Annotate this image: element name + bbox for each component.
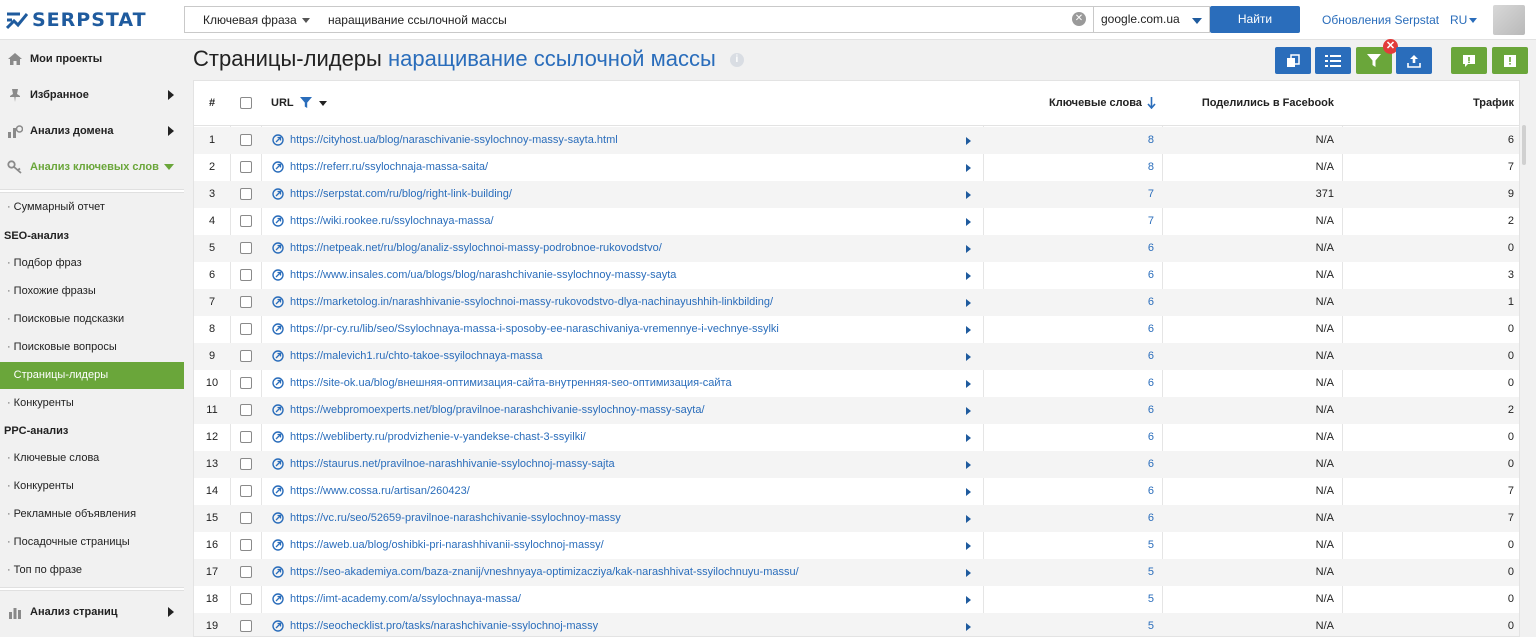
chevron-down-icon <box>1192 18 1202 24</box>
row-keywords-count[interactable]: 8 <box>1147 161 1154 173</box>
language-value: RU <box>1450 13 1468 27</box>
table-row <box>194 235 1520 262</box>
pin-icon <box>0 88 30 102</box>
header-url-label: URL <box>271 97 294 109</box>
row-number: 9 <box>208 350 216 362</box>
expand-row-icon[interactable] <box>966 353 971 361</box>
row-traffic: 9 <box>1507 188 1514 200</box>
sidebar-item-keyword-analysis[interactable] <box>0 149 184 185</box>
row-checkbox[interactable] <box>240 620 252 632</box>
row-traffic: 0 <box>1507 539 1514 551</box>
search-type-select[interactable] <box>184 6 319 33</box>
row-traffic: 3 <box>1507 269 1514 281</box>
chevron-down-icon[interactable] <box>319 101 327 106</box>
row-keywords-count[interactable]: 6 <box>1147 269 1154 281</box>
table-row <box>194 505 1520 532</box>
row-checkbox[interactable] <box>240 539 252 551</box>
sidebar-item-ppc-competitors[interactable]: · Конкуренты <box>7 480 74 492</box>
sidebar-divider <box>0 587 184 591</box>
row-facebook-shares: N/A <box>1315 323 1334 335</box>
logo-text: SERPSTAT <box>32 9 147 31</box>
row-number: 7 <box>208 296 216 308</box>
sidebar-item-label: Анализ страниц <box>30 606 118 618</box>
table-row <box>194 343 1520 370</box>
sidebar-item-label: Посадочные страницы <box>13 536 130 548</box>
sidebar-item-label: Рекламные объявления <box>13 508 137 520</box>
serpstat-logo[interactable] <box>6 8 147 32</box>
external-link-icon[interactable] <box>272 539 284 551</box>
header-traffic[interactable]: Трафик <box>1472 97 1514 109</box>
row-keywords-count[interactable]: 6 <box>1147 350 1154 362</box>
table-row <box>194 370 1520 397</box>
sidebar-item-page-analysis[interactable] <box>0 594 184 630</box>
expand-row-icon[interactable] <box>966 272 971 280</box>
row-keywords-count[interactable]: 7 <box>1147 188 1154 200</box>
row-url-link[interactable]: https://pr-cy.ru/lib/seo/Ssylochnaya-massa-i-sposoby-ee-naraschivaniya-vremennye-i-vechnye-ssylki <box>290 323 779 335</box>
row-facebook-shares: N/A <box>1315 350 1334 362</box>
page-title-keyword: наращивание ссылочной массы <box>387 46 716 71</box>
row-checkbox[interactable] <box>240 485 252 497</box>
sidebar-item-label: Подбор фраз <box>13 257 82 269</box>
table-row <box>194 208 1520 235</box>
external-link-icon[interactable] <box>272 593 284 605</box>
external-link-icon[interactable] <box>272 242 284 254</box>
sidebar-item-ads[interactable]: · Рекламные объявления <box>7 508 137 520</box>
sidebar-item-label: Анализ домена <box>30 125 114 137</box>
table-row <box>194 289 1520 316</box>
row-traffic: 7 <box>1507 485 1514 497</box>
sidebar-item-label: Конкуренты <box>13 480 74 492</box>
row-number: 16 <box>205 539 219 551</box>
row-facebook-shares: 371 <box>1315 188 1334 200</box>
row-checkbox[interactable] <box>240 242 252 254</box>
expand-row-icon[interactable] <box>966 326 971 334</box>
row-checkbox[interactable] <box>240 377 252 389</box>
expand-row-icon[interactable] <box>966 515 971 523</box>
external-link-icon[interactable] <box>272 377 284 389</box>
sidebar-item-domain-analysis[interactable] <box>0 113 184 149</box>
top-bar <box>0 0 1536 40</box>
sidebar-item-label: Страницы-лидеры <box>13 369 109 381</box>
row-url-link[interactable]: https://www.insales.com/ua/blogs/blog/narashchivanie-ssylochnoy-massy-sayta <box>290 269 677 281</box>
updates-link[interactable]: Обновления Serpstat <box>1322 13 1440 27</box>
chevron-down-icon <box>1469 18 1477 23</box>
row-keywords-count[interactable]: 7 <box>1147 215 1154 227</box>
row-keywords-count[interactable]: 6 <box>1147 296 1154 308</box>
bar-chart-icon <box>0 605 30 619</box>
sidebar-divider <box>0 189 184 193</box>
row-checkbox[interactable] <box>240 296 252 308</box>
row-number: 12 <box>205 431 219 443</box>
row-keywords-count[interactable]: 6 <box>1147 431 1154 443</box>
row-checkbox[interactable] <box>240 458 252 470</box>
table-row <box>194 586 1520 613</box>
sidebar-item-similar-phrases[interactable]: · Похожие фразы <box>7 285 96 297</box>
sidebar-item-label: Похожие фразы <box>13 285 96 297</box>
row-facebook-shares: N/A <box>1315 377 1334 389</box>
sidebar-item-label: Суммарный отчет <box>13 201 105 213</box>
external-link-icon[interactable] <box>272 485 284 497</box>
export-icon <box>1407 54 1421 68</box>
sidebar-item-label: Анализ ключевых слов <box>30 161 159 173</box>
chevron-right-icon <box>168 90 174 100</box>
sidebar-item-label: Поисковые подсказки <box>13 313 125 325</box>
find-button[interactable]: Найти <box>1210 6 1300 33</box>
row-keywords-count[interactable]: 6 <box>1147 485 1154 497</box>
sidebar-item-projects[interactable] <box>0 41 184 77</box>
external-link-icon[interactable] <box>272 458 284 470</box>
row-traffic: 1 <box>1507 296 1514 308</box>
row-checkbox[interactable] <box>240 512 252 524</box>
row-keywords-count[interactable]: 5 <box>1147 620 1154 632</box>
table-row <box>194 181 1520 208</box>
row-traffic: 2 <box>1507 404 1514 416</box>
table-row <box>194 478 1520 505</box>
expand-row-icon[interactable] <box>966 461 971 469</box>
table-row <box>194 316 1520 343</box>
row-traffic: 2 <box>1507 215 1514 227</box>
table-row <box>194 262 1520 289</box>
row-traffic: 0 <box>1507 377 1514 389</box>
feedback-button[interactable] <box>1451 47 1487 74</box>
external-link-icon[interactable] <box>272 215 284 227</box>
row-facebook-shares: N/A <box>1315 296 1334 308</box>
row-facebook-shares: N/A <box>1315 134 1334 146</box>
row-url-link[interactable]: https://aweb.ua/blog/oshibki-pri-narashhivanii-ssylochnoj-massy/ <box>290 539 604 551</box>
clear-filter-icon[interactable]: ✕ <box>1383 39 1398 54</box>
row-number: 6 <box>208 269 216 281</box>
row-checkbox[interactable] <box>240 269 252 281</box>
table-row <box>194 532 1520 559</box>
sidebar-item-label: Мои проекты <box>30 53 103 65</box>
page-title <box>193 46 744 72</box>
info-icon[interactable]: i <box>730 53 744 67</box>
row-checkbox[interactable] <box>240 323 252 335</box>
row-facebook-shares: N/A <box>1315 161 1334 173</box>
expand-row-icon[interactable] <box>966 488 971 496</box>
row-traffic: 0 <box>1507 242 1514 254</box>
row-facebook-shares: N/A <box>1315 242 1334 254</box>
seo-analysis-header: SEO-анализ <box>4 230 69 242</box>
row-url-link[interactable]: https://seo-akademiya.com/baza-znanij/vneshnyaya-optimizacziya/kak-narashhivat-ssyilochnuyu-massu/ <box>290 566 799 578</box>
row-checkbox[interactable] <box>240 134 252 146</box>
row-url-link[interactable]: https://wiki.rookee.ru/ssylochnaya-massa/ <box>290 215 494 227</box>
table-header <box>194 81 1520 126</box>
feedback-check-icon <box>1503 54 1517 68</box>
chevron-right-icon <box>168 126 174 136</box>
row-number: 17 <box>205 566 219 578</box>
database-select[interactable] <box>1093 6 1210 33</box>
copy-button[interactable] <box>1275 47 1311 74</box>
sidebar-item-label: Поисковые вопросы <box>13 341 117 353</box>
expand-row-icon[interactable] <box>966 434 971 442</box>
sidebar-item-search-suggestions[interactable]: · Поисковые подсказки <box>7 313 125 325</box>
sidebar-item-seo-competitors[interactable]: · Конкуренты <box>7 397 74 409</box>
sidebar-item-search-questions[interactable]: · Поисковые вопросы <box>7 341 117 353</box>
row-url-link[interactable]: https://referr.ru/ssylochnaja-massa-saita/ <box>290 161 489 173</box>
header-keywords-label: Ключевые слова <box>1049 97 1142 109</box>
export-button[interactable] <box>1396 47 1432 74</box>
row-keywords-count[interactable]: 6 <box>1147 242 1154 254</box>
row-checkbox[interactable] <box>240 215 252 227</box>
chevron-down-icon <box>302 18 310 23</box>
table-row <box>194 559 1520 586</box>
row-url-link[interactable]: https://site-ok.ua/blog/внешняя-оптимизация-сайта-внутренняя-seo-оптимизация-сайта <box>290 377 732 389</box>
row-facebook-shares: N/A <box>1315 215 1334 227</box>
row-url-link[interactable]: https://www.cossa.ru/artisan/260423/ <box>290 485 470 497</box>
row-checkbox[interactable] <box>240 404 252 416</box>
clear-search-icon[interactable]: ✕ <box>1072 12 1086 26</box>
filter-icon[interactable] <box>300 97 312 109</box>
row-number: 18 <box>205 593 219 605</box>
table-row <box>194 424 1520 451</box>
external-link-icon[interactable] <box>272 161 284 173</box>
row-keywords-count[interactable]: 5 <box>1147 539 1154 551</box>
chevron-down-icon <box>164 164 174 170</box>
sort-desc-icon <box>1147 97 1156 109</box>
columns-button[interactable] <box>1315 47 1351 74</box>
expand-row-icon[interactable] <box>966 245 971 253</box>
row-number: 8 <box>208 323 216 335</box>
row-facebook-shares: N/A <box>1315 404 1334 416</box>
row-number: 3 <box>208 188 216 200</box>
table-row <box>194 451 1520 478</box>
row-url-link[interactable]: https://vc.ru/seo/52659-pravilnoe-narashchivanie-ssylochnoy-massy <box>290 512 621 524</box>
row-keywords-count[interactable]: 5 <box>1147 593 1154 605</box>
row-url-link[interactable]: https://netpeak.net/ru/blog/analiz-ssylochnoi-massy-podrobnoe-rukovodstvo/ <box>290 242 662 254</box>
table-row <box>194 613 1520 637</box>
database-value: google.com.ua <box>1101 12 1180 26</box>
row-facebook-shares: N/A <box>1315 620 1334 632</box>
row-facebook-shares: N/A <box>1315 512 1334 524</box>
select-all-checkbox[interactable] <box>240 97 252 109</box>
row-number: 1 <box>208 134 216 146</box>
row-traffic: 0 <box>1507 323 1514 335</box>
row-number: 15 <box>205 512 219 524</box>
external-link-icon[interactable] <box>272 566 284 578</box>
expand-row-icon[interactable] <box>966 380 971 388</box>
row-number: 11 <box>206 404 218 416</box>
sidebar-item-top-by-phrase[interactable]: · Топ по фразе <box>7 564 82 576</box>
row-traffic: 0 <box>1507 593 1514 605</box>
chevron-right-icon <box>168 607 174 617</box>
row-keywords-count[interactable]: 6 <box>1147 458 1154 470</box>
page-title-text: Страницы-лидеры <box>193 46 382 71</box>
filter-icon <box>1367 54 1381 68</box>
avatar[interactable] <box>1493 5 1525 35</box>
row-traffic: 0 <box>1507 350 1514 362</box>
row-keywords-count[interactable]: 8 <box>1147 134 1154 146</box>
search-type-value: Ключевая фраза <box>203 12 297 27</box>
results-table <box>193 80 1520 637</box>
scrollbar[interactable] <box>1522 125 1526 165</box>
feedback-check-button[interactable] <box>1492 47 1528 74</box>
row-traffic: 7 <box>1507 512 1514 524</box>
sidebar-item-label: Конкуренты <box>13 397 74 409</box>
row-checkbox[interactable] <box>240 188 252 200</box>
external-link-icon[interactable] <box>272 323 284 335</box>
row-traffic: 0 <box>1507 620 1514 632</box>
row-traffic: 0 <box>1507 431 1514 443</box>
row-facebook-shares: N/A <box>1315 593 1334 605</box>
ppc-analysis-header: PPC-анализ <box>4 425 69 437</box>
row-url-link[interactable]: https://cityhost.ua/blog/naraschivanie-ssylochnoy-massy-sayta.html <box>290 134 618 146</box>
sidebar-item-ppc-keywords[interactable]: · Ключевые слова <box>7 452 100 464</box>
row-url-link[interactable]: https://staurus.net/pravilnoe-narashhivanie-ssylochnoj-massy-sajta <box>290 458 615 470</box>
domain-chart-icon <box>0 124 30 138</box>
row-number: 5 <box>208 242 216 254</box>
row-facebook-shares: N/A <box>1315 269 1334 281</box>
home-icon <box>0 52 30 66</box>
row-facebook-shares: N/A <box>1315 431 1334 443</box>
table-row <box>194 127 1520 154</box>
expand-row-icon[interactable] <box>966 569 971 577</box>
expand-row-icon[interactable] <box>966 218 971 226</box>
sidebar-item-label: Избранное <box>30 89 89 101</box>
row-keywords-count[interactable]: 6 <box>1147 404 1154 416</box>
external-link-icon[interactable] <box>272 188 284 200</box>
external-link-icon[interactable] <box>272 512 284 524</box>
sidebar-item-favorites[interactable] <box>0 77 184 113</box>
sidebar-item-top-pages[interactable]: · Страницы-лидеры <box>0 362 184 389</box>
row-facebook-shares: N/A <box>1315 458 1334 470</box>
row-facebook-shares: N/A <box>1315 566 1334 578</box>
search-input[interactable] <box>318 6 1094 33</box>
expand-row-icon[interactable] <box>966 407 971 415</box>
row-url-link[interactable]: https://webliberty.ru/prodvizhenie-v-yandekse-chast-3-ssyilki/ <box>290 431 586 443</box>
external-link-icon[interactable] <box>272 296 284 308</box>
row-checkbox[interactable] <box>240 431 252 443</box>
sidebar-item-landing-pages[interactable]: · Посадочные страницы <box>7 536 130 548</box>
sidebar-item-summary-report[interactable]: · Суммарный отчет <box>7 201 105 213</box>
expand-row-icon[interactable] <box>966 137 971 145</box>
row-checkbox[interactable] <box>240 161 252 173</box>
row-keywords-count[interactable]: 6 <box>1147 377 1154 389</box>
external-link-icon[interactable] <box>272 431 284 443</box>
row-number: 14 <box>205 485 219 497</box>
sidebar-item-label: Топ по фразе <box>13 564 82 576</box>
language-select[interactable] <box>1450 13 1477 27</box>
row-url-link[interactable]: https://imt-academy.com/a/ssylochnaya-massa/ <box>290 593 521 605</box>
row-url-link[interactable]: https://webpromoexperts.net/blog/pravilnoe-narashchivanie-ssylochnoy-massy-sayta/ <box>290 404 705 416</box>
feedback-icon <box>1462 54 1476 68</box>
expand-row-icon[interactable] <box>966 299 971 307</box>
expand-row-icon[interactable] <box>966 191 971 199</box>
row-checkbox[interactable] <box>240 566 252 578</box>
row-number: 2 <box>208 161 216 173</box>
row-number: 19 <box>205 620 219 632</box>
row-traffic: 0 <box>1507 566 1514 578</box>
logo-mark-icon <box>6 10 28 30</box>
header-facebook[interactable]: Поделились в Facebook <box>1201 97 1334 109</box>
sidebar <box>0 41 184 637</box>
external-link-icon[interactable] <box>272 620 284 632</box>
row-keywords-count[interactable]: 5 <box>1147 566 1154 578</box>
row-url-link[interactable]: https://malevich1.ru/chto-takoe-ssyilochnaya-massa <box>290 350 543 362</box>
row-url-link[interactable]: https://seochecklist.pro/tasks/narashchivanie-ssylochnoj-massy <box>290 620 599 632</box>
row-keywords-count[interactable]: 6 <box>1147 323 1154 335</box>
row-traffic: 0 <box>1507 458 1514 470</box>
external-link-icon[interactable] <box>272 134 284 146</box>
header-number: # <box>208 97 216 109</box>
expand-row-icon[interactable] <box>966 596 971 604</box>
row-facebook-shares: N/A <box>1315 485 1334 497</box>
row-checkbox[interactable] <box>240 593 252 605</box>
external-link-icon[interactable] <box>272 404 284 416</box>
expand-row-icon[interactable] <box>966 542 971 550</box>
external-link-icon[interactable] <box>272 350 284 362</box>
row-traffic: 6 <box>1507 134 1514 146</box>
row-facebook-shares: N/A <box>1315 539 1334 551</box>
copy-icon <box>1286 54 1300 68</box>
external-link-icon[interactable] <box>272 269 284 281</box>
expand-row-icon[interactable] <box>966 164 971 172</box>
sidebar-item-phrase-selection[interactable]: · Подбор фраз <box>7 257 82 269</box>
expand-row-icon[interactable] <box>966 623 971 631</box>
row-number: 10 <box>205 377 219 389</box>
row-traffic: 7 <box>1507 161 1514 173</box>
header-url[interactable] <box>271 81 327 126</box>
columns-icon <box>1325 55 1341 67</box>
row-number: 4 <box>208 215 216 227</box>
row-number: 13 <box>205 458 219 470</box>
row-checkbox[interactable] <box>240 350 252 362</box>
row-keywords-count[interactable]: 6 <box>1147 512 1154 524</box>
header-keywords[interactable] <box>984 81 1156 126</box>
table-row <box>194 154 1520 181</box>
sidebar-item-label: Ключевые слова <box>13 452 100 464</box>
table-row <box>194 397 1520 424</box>
row-url-link[interactable]: https://marketolog.in/narashhivanie-ssylochnoi-massy-rukovodstvo-dlya-nachinayushhih-linkbilding/ <box>290 296 774 308</box>
row-url-link[interactable]: https://serpstat.com/ru/blog/right-link-building/ <box>290 188 512 200</box>
key-icon <box>0 160 30 174</box>
